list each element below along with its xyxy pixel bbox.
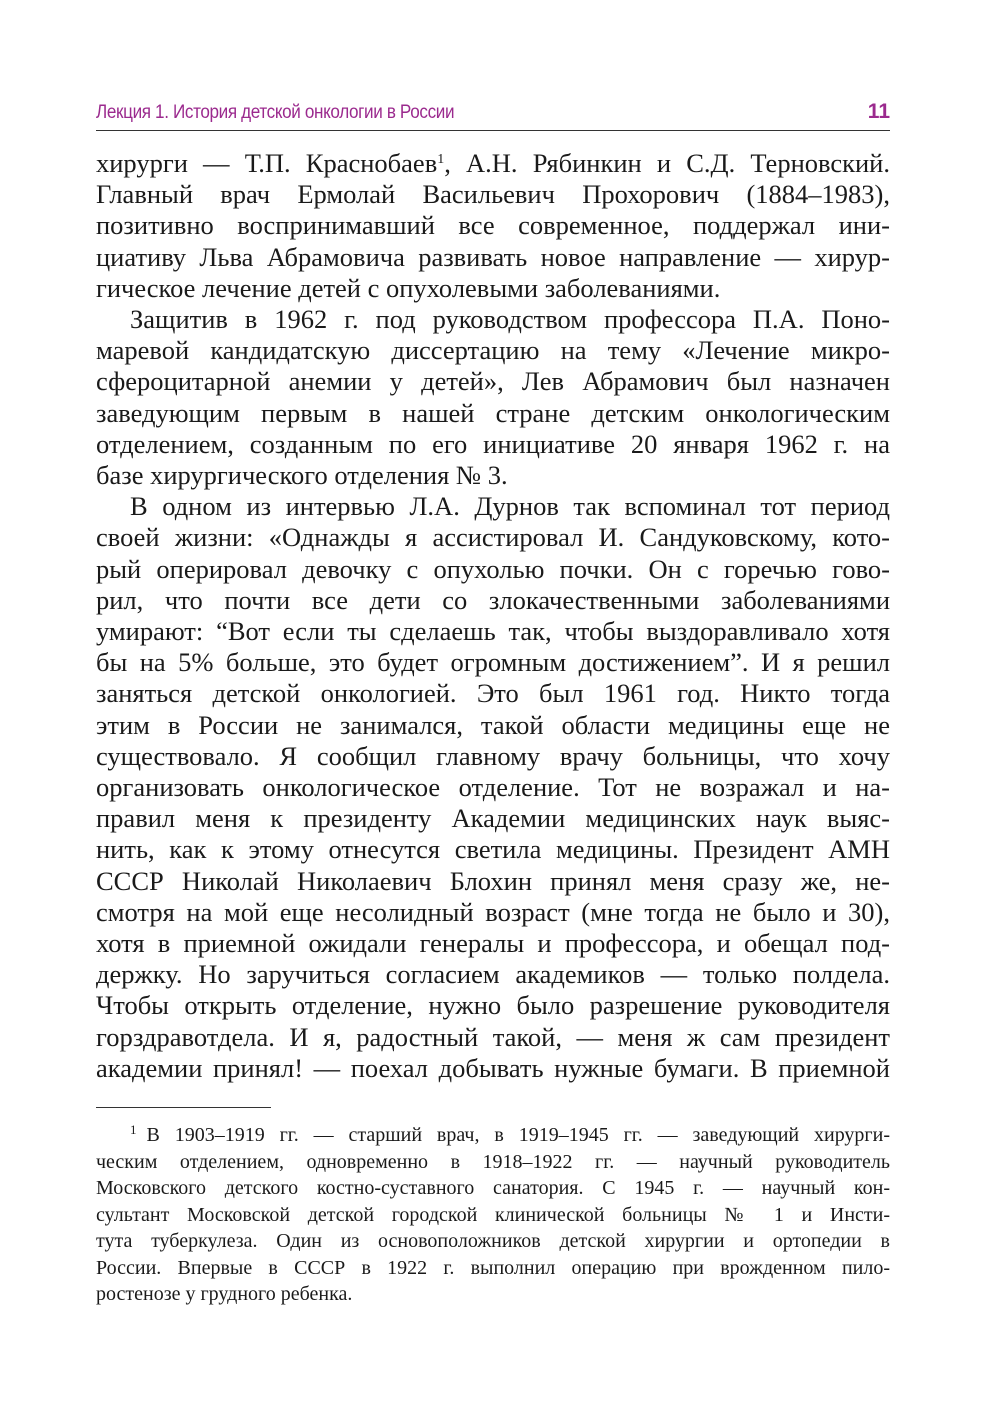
running-title: Лекция 1. История детской онкологии в России [96, 102, 455, 123]
running-header [96, 98, 890, 131]
footnote-line: $^1$ В 1903–1919 гг. — старший врач, в 1919–1945 гг. — заведующий хирурги- [130, 1122, 890, 1146]
page-number: 11 [867, 100, 890, 123]
text-line: позитивно воспринимавший все современное, поддержал ини- [96, 210, 890, 241]
text-line: академии принял! — поехал добывать нужные бумаги. В приемной [96, 1052, 890, 1083]
text-line: нить, как к этому отнесутся светила медицины. Президент АМН [96, 834, 890, 865]
text-line: своей жизни: «Однажды я ассистировал И. Сандуковскому, кото- [96, 522, 890, 553]
text-line: гическое лечение детей с опухолевыми заболеваниями. [96, 272, 721, 303]
footnote-marker: 1 [130, 1122, 137, 1137]
footnote-line: Московского детского костно-суставного санатория. С 1945 г. — научный кон- [96, 1177, 890, 1199]
body-text [96, 148, 890, 1084]
text-line: хирурги — Т.П. Краснобаев$^1$, А.Н. Рябинкин и С.Д. Терновский. [96, 148, 890, 178]
footnote-line: сультант Московской детской городской клинической больницы № 1 и Инсти- [96, 1203, 890, 1226]
text-line: этим в России не занимался, такой области медицины еще не [96, 709, 890, 740]
text-line: Защитив в 1962 г. под руководством профессора П.А. Поно- [130, 304, 890, 335]
footnote-line: ческим отделением, одновременно в 1918–1922 гг. — научный руководитель [96, 1150, 890, 1173]
text-line: В одном из интервью Л.А. Дурнов так вспоминал тот период [130, 491, 890, 522]
text-line: рил, что почти все дети со злокачественными заболеваниями [96, 584, 890, 615]
text-line: существовало. Я сообщил главному врачу больницы, что хочу [96, 740, 890, 771]
text-line: Чтобы открыть отделение, нужно было разрешение руководителя [96, 990, 890, 1021]
text-line: организовать онкологическое отделение. Тот не возражал и на- [96, 772, 890, 803]
text-line: горздравотдела. И я, радостный такой, — меня ж сам президент [96, 1021, 890, 1052]
text-line: циативу Льва Абрамовича развивать новое направление — хирур- [96, 241, 890, 272]
text-line: сфероцитарной анемии у детей», Лев Абрамович был назначен [96, 366, 890, 397]
text-line: умирают: “Вот если ты сделаешь так, чтобы выздоравливало хотя [96, 616, 890, 647]
text-line: рый оперировал девочку с опухолью почки. Он с горечью гово- [96, 553, 890, 584]
footnote-reference: 1 [437, 152, 445, 167]
footnote [96, 1122, 890, 1308]
text-line: маревой кандидатскую диссертацию на тему «Лечение микро- [96, 335, 890, 366]
text-line: бы на 5% больше, это будет огромным достижением”. И я решил [96, 647, 890, 678]
text-line: заняться детской онкологией. Это был 1961 год. Никто тогда [96, 678, 890, 709]
text-line: держку. Но заручиться согласием академиков — только полдела. [96, 959, 890, 990]
footnote-line: ростенозе у грудного ребенка. [96, 1283, 353, 1305]
text-line: отделением, созданным по его инициативе 20 января 1962 г. на [96, 428, 890, 459]
text-line: смотря на мой еще несолидный возраст (мне тогда не было и 30), [96, 896, 890, 927]
footnote-divider [96, 1107, 271, 1108]
text-line: СССР Николай Николаевич Блохин принял меня сразу же, не- [96, 865, 890, 896]
footnote-line: России. Впервые в СССР в 1922 г. выполнил операцию при врожденном пило- [96, 1256, 890, 1279]
text-line: правил меня к президенту Академии медицинских наук выяс- [96, 803, 890, 834]
text-line: базе хирургического отделения № 3. [96, 460, 508, 491]
footnote-line: тута туберкулеза. Один из основоположников детской хирургии и ортопедии в [96, 1230, 890, 1252]
text-line: хотя в приемной ожидали генералы и профессора, и обещал под- [96, 928, 890, 959]
text-line: Главный врач Ермолай Васильевич Прохорович (1884–1983), [96, 179, 890, 210]
text-line: заведующим первым в нашей стране детским онкологическим [96, 397, 890, 428]
